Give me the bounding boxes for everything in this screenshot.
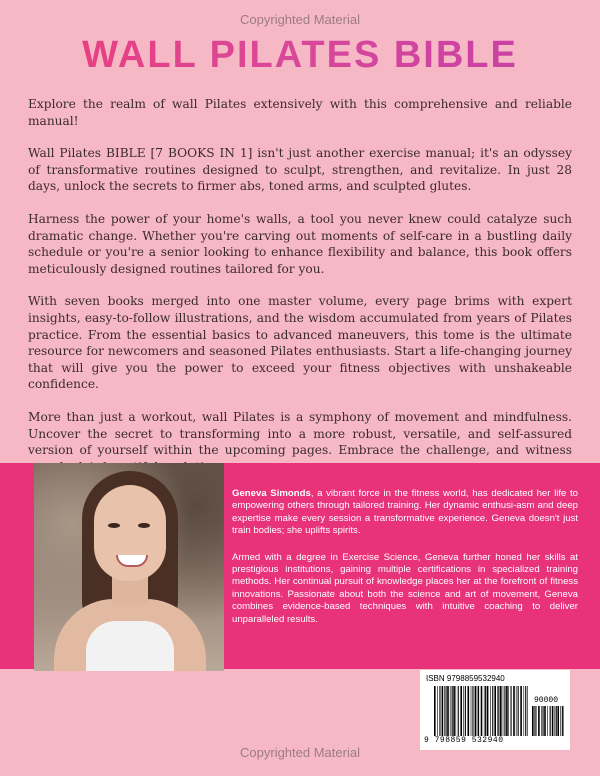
description-body <box>28 96 572 491</box>
isbn-label: ISBN 9798859532940 <box>426 674 505 683</box>
description-paragraph-2: Harness the power of your home's walls, a tool you never knew could catalyze such dramatic change. Whether you're carving out moments of self-care in a bustling daily schedule or you're a senior looking to enhance flexibility and balance, this book offers meticulously designed routines tailored for you. <box>28 211 572 276</box>
author-photo <box>34 463 224 671</box>
copyright-watermark-top: Copyrighted Material <box>240 12 360 27</box>
book-title: WALL PILATES BIBLE <box>0 34 600 77</box>
description-paragraph-3: With seven books merged into one master volume, every page brims with expert insights, easy-to-follow illustrations, and the wisdom accumulated from years of Pilates practice. From the essential basics to advanced maneuvers, this tome is the ultimate resource for newcomers and seasoned Pilates enthusiasts. Start a life-changing journey that will give you the power to exceed your fitness objectives with unshakeable confidence. <box>28 294 572 392</box>
author-name: Geneva Simonds <box>232 488 311 499</box>
price-code: 90000 <box>534 696 559 705</box>
author-bio <box>232 488 578 640</box>
copyright-watermark-bottom: Copyrighted Material <box>240 745 360 760</box>
isbn-barcode <box>420 670 570 750</box>
author-bio-text-1: , a vibrant force in the fitness world, has dedicated her life to empowering others through tailored training. Her dynamic enthusi-asm and deep expertise make every session a transformative experience. Geneva doesn't just train bodies; she uplifts spirits. <box>232 488 578 537</box>
description-paragraph-1: Wall Pilates BIBLE [7 BOOKS IN 1] isn't just another exercise manual; it's an odyssey of transformative routines designed to sculpt, strengthen, and revitalize. In just 28 days, unlock the secrets to firmer abs, toned arms, and sculpted glutes. <box>28 146 572 194</box>
barcode-addon-bars-icon <box>532 706 564 736</box>
author-bio-paragraph-2: Armed with a degree in Exercise Science, Geneva further honed her skills at prestigious institutions, gaining multiple certifications in specialized training methods. Her continual pursuit of knowledge places her at the forefront of fitness innovations. Passionate about both the science and art of movement, Geneva combines evidence-based techniques with intuitive coaching to deliver unparalleled results. <box>232 551 578 625</box>
description-paragraph-4: More than just a workout, wall Pilates is a symphony of movement and mindfulness. Uncover the secret to transforming into a more robust, versatile, and self-assured version of yourself within the upcoming pages. Embrace the challenge, and witness <box>28 409 572 458</box>
barcode-bars-icon <box>434 686 528 736</box>
author-bio-paragraph-1 <box>232 488 578 538</box>
intro-paragraph: Explore the realm of wall Pilates extensively with this comprehensive and reliable manual! <box>28 97 572 128</box>
isbn-digits: 9 798859 532940 <box>424 736 504 745</box>
